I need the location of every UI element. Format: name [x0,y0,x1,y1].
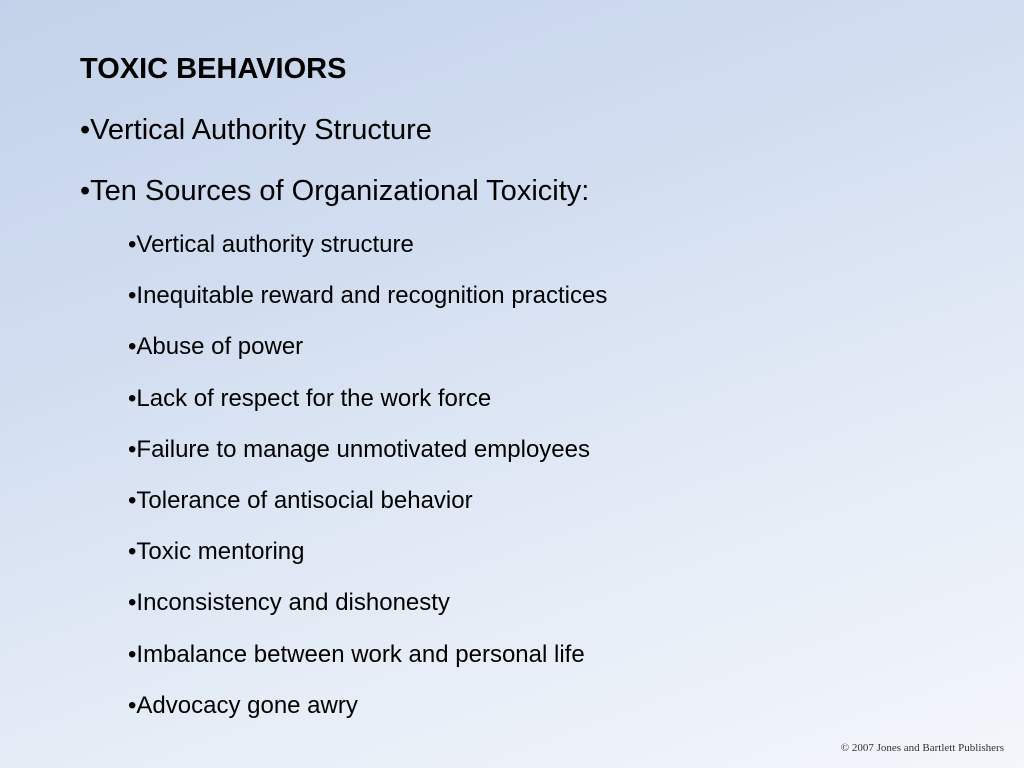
sub-bullet-item: •Abuse of power [128,333,304,361]
sub-bullet-item: •Inequitable reward and recognition practices [128,282,608,310]
sub-bullet-item: •Toxic mentoring [128,538,305,566]
sub-bullet-item: •Failure to manage unmotivated employees [128,435,590,463]
sub-bullet-item: •Lack of respect for the work force [128,384,492,412]
main-bullet-item: •Ten Sources of Organizational Toxicity: [80,175,590,207]
sub-bullet-item: •Inconsistency and dishonesty [128,589,450,617]
sub-bullet-item: •Tolerance of antisocial behavior [128,486,473,514]
main-bullet-list [80,112,589,234]
copyright-footer: © 2007 Jones and Bartlett Publishers [840,742,1004,754]
sub-bullet-item: •Imbalance between work and personal life [128,640,585,668]
main-bullet-item: •Vertical Authority Structure [80,114,432,146]
sub-bullet-list [128,230,607,742]
sub-bullet-item: •Advocacy gone awry [128,691,358,719]
sub-bullet-item: •Vertical authority structure [128,231,414,258]
slide-title: TOXIC BEHAVIORS [80,53,347,85]
